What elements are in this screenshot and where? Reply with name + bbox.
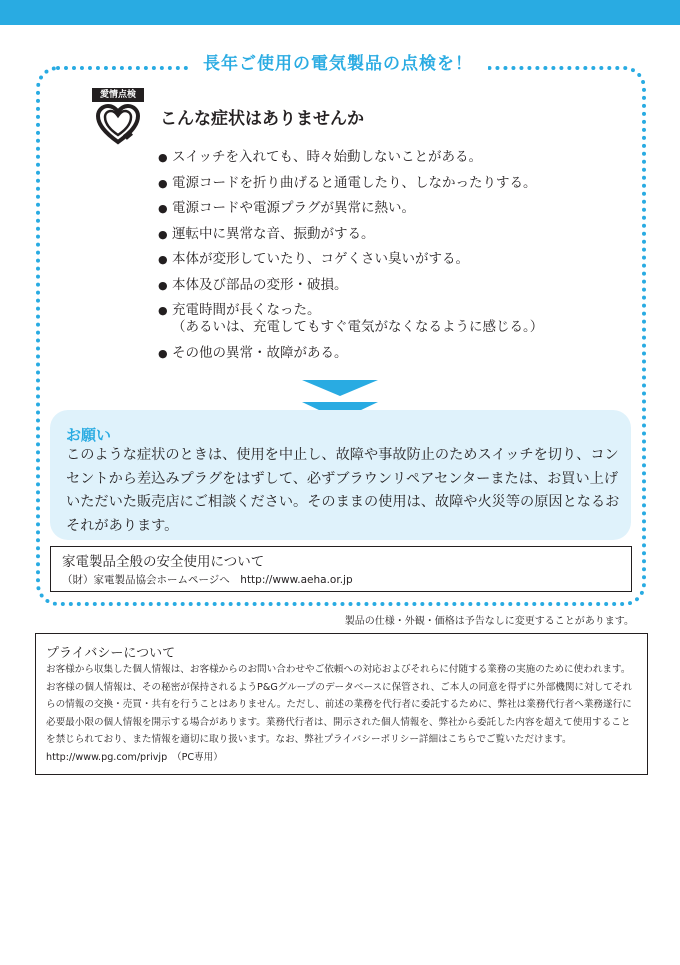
emblem-label: 愛情点検 — [92, 88, 144, 102]
bullet-icon: ● — [158, 227, 168, 241]
disclaimer-text: 製品の仕様・外観・価格は予告なしに変更することがあります。 — [344, 616, 634, 627]
symptom-text: その他の異常・故障がある。 — [172, 344, 348, 361]
privacy-title: プライバシーについて — [46, 646, 176, 661]
bullet-icon: ● — [158, 346, 168, 360]
symptom-list — [158, 149, 543, 370]
heart-plug-icon — [94, 102, 142, 146]
request-title: お願い — [66, 426, 112, 444]
top-color-bar — [0, 0, 680, 25]
bullet-icon: ● — [158, 202, 168, 215]
safety-title: 家電製品全般の安全使用について — [62, 554, 265, 570]
bullet-icon: ● — [158, 151, 168, 164]
frame-title: 長年ご使用の電気製品の点検を！ — [188, 50, 488, 78]
symptom-item — [158, 226, 543, 243]
symptom-item — [158, 302, 543, 336]
symptom-text: 充電時間が長くなった。 — [172, 302, 321, 318]
symptom-item — [158, 200, 543, 217]
symptom-item — [158, 149, 543, 166]
symptom-text: 電源コードや電源プラグが異常に熱い。 — [172, 200, 415, 216]
bullet-icon: ● — [158, 304, 168, 317]
symptom-text: 本体が変形していたり、コゲくさい臭いがする。 — [172, 251, 469, 267]
symptom-item — [158, 175, 543, 192]
symptom-item — [158, 277, 543, 294]
symptom-heading: こんな症状はありませんか — [160, 109, 364, 129]
symptom-subtext: （あるいは、充電してもすぐ電気がなくなるように感じる。） — [172, 319, 544, 335]
bullet-icon: ● — [158, 176, 168, 190]
symptom-text: 運転中に異常な音、振動がする。 — [172, 225, 375, 242]
symptom-text: 電源コードを折り曲げると通電したり、しなかったりする。 — [172, 174, 537, 191]
privacy-body: お客様から収集した個人情報は、お客様からのお問い合わせやご依頼への対応およびそれらに付随する業務の実施のために使われます。お客様の個人情報は、その秘密が保持されるようP&Gグループのデータベースに保管され、ご本人の同意を得ずに外部機関に対してそれらの情報の交換・売買・共有を行うことはありません。ただし、前述の業務を代行者に委託するために、弊社は業務代行者へ業務遂行に必要最小限の個人情報を開示する場合があります。業務代行者は、開示された個人情報を、弊社から委託した内容を超えて使用することを禁じられており、また情報を適切に取り扱います。なお、弊社プライバシーポリシー詳細はこちらでご覧いただけます。http://www.pg.com/privjp （PC専用） — [46, 664, 633, 763]
symptom-text: 本体及び部品の変形・破損。 — [172, 276, 348, 293]
request-body: このような症状のときは、使用を中止し、故障や事故防止のためスイッチを切り、コンセントから差込みプラグをはずして、必ずブラウンリペアセンターまたは、お買い上げいただいた販売店にご相談ください。そのままの使用は、故障や火災等の原因となるおそれがあります。 — [66, 447, 620, 534]
symptom-text: スイッチを入れても、時々始動しないことがある。 — [172, 149, 482, 165]
bullet-icon: ● — [158, 253, 168, 266]
safety-link[interactable]: （財）家電製品協会ホームページへ http://www.aeha.or.jp — [62, 574, 353, 586]
bullet-icon: ● — [158, 278, 168, 292]
inspection-emblem — [92, 88, 144, 148]
symptom-item — [158, 345, 543, 362]
symptom-item — [158, 251, 543, 268]
